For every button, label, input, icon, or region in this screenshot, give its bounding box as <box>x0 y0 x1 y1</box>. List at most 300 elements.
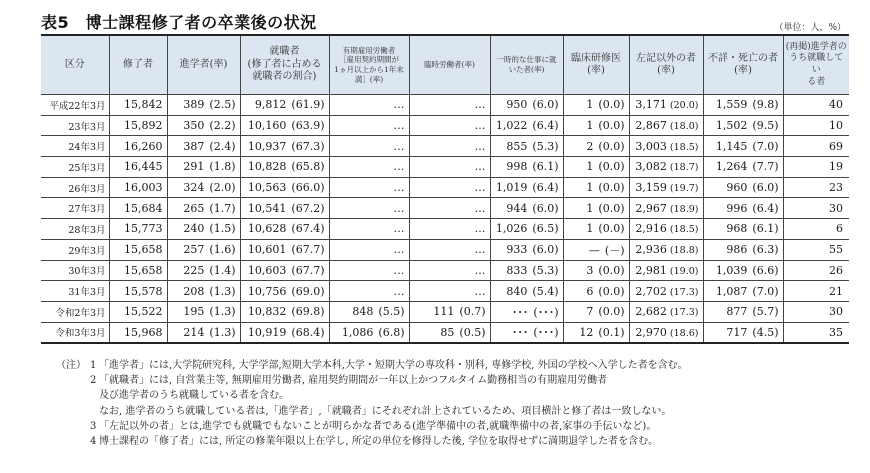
cell-fixed-term <box>329 301 409 322</box>
cell-rate: (6.1) <box>532 160 559 174</box>
cell-rate: (67.7) <box>291 243 325 257</box>
cell-rate: (7.7) <box>752 160 779 174</box>
cell-employed <box>240 136 329 157</box>
cell-other <box>629 219 703 240</box>
note-text: 「進学者」には,大学院研究科, 大学学部,短期大学本科,大学・短期大学の専攻科・別科, 専修学校, 外国の学校へ入学した者を含む。 <box>99 360 688 371</box>
cell-fixed-term <box>329 177 409 198</box>
cell-rate: (17.3) <box>669 307 699 319</box>
cell-graduates: 15,842 <box>109 95 167 116</box>
cell-rate: (0.1) <box>598 325 625 339</box>
note-text: 「就職者」には, 自営業主等, 無期雇用労働者, 雇用契約期間が一年以上かつフルタイム勤務相当の有期雇用労働者 <box>99 375 608 387</box>
cell-value: 1 <box>586 119 594 133</box>
row-label: 26年3月 <box>41 177 109 198</box>
header-further-study: 進学者(率) <box>167 35 240 95</box>
cell-other <box>629 198 703 219</box>
cell-rate: (0.0) <box>598 160 625 174</box>
header-category: 区分 <box>41 35 109 95</box>
cell-value: 291 <box>183 160 205 174</box>
cell-value: 195 <box>183 305 205 319</box>
cell-clinical <box>563 260 629 281</box>
cell-value: 1,502 <box>715 119 748 133</box>
cell-rate: (61.9) <box>291 98 325 112</box>
cell-value: 968 <box>726 222 748 236</box>
cell-rate: (1.3) <box>209 305 236 319</box>
cell-value: 10,832 <box>247 305 287 319</box>
cell-unknown <box>703 177 783 198</box>
cell-value: 848 <box>352 305 374 319</box>
row-label: 令和3年3月 <box>41 322 109 343</box>
note-number: 4 <box>90 436 97 448</box>
cell-graduates: 15,773 <box>109 219 167 240</box>
cell-rate: (18.5) <box>669 224 699 236</box>
cell-fixed-term <box>329 198 409 219</box>
cell-rate: (6.4) <box>752 201 779 215</box>
cell-value: 1,559 <box>715 98 748 112</box>
cell-value: 12 <box>579 325 594 339</box>
cell-rate: (18.9) <box>669 203 699 215</box>
cell-clinical <box>563 115 629 136</box>
cell-temp-job <box>490 301 563 322</box>
cell-fixed-term <box>329 136 409 157</box>
cell-temp-job <box>490 281 563 302</box>
cell-value: 950 <box>506 98 528 112</box>
header-fixed-term: 有期雇用労働者 ［雇用契約期間が 1ヵ月以上から1年未 満］(率) <box>329 35 409 95</box>
cell-graduates: 15,578 <box>109 281 167 302</box>
cell-value: 10,563 <box>247 181 287 195</box>
cell-temporary <box>409 177 490 198</box>
cell-fixed-term <box>329 219 409 240</box>
cell-fixed-term <box>329 239 409 260</box>
cell-rate: (1.4) <box>209 263 236 277</box>
cell-value: 960 <box>726 181 748 195</box>
cell-employed <box>240 281 329 302</box>
cell-rate: (･･･) <box>533 305 559 319</box>
cell-value: 389 <box>183 98 205 112</box>
table-row <box>41 301 849 322</box>
cell-value: 717 <box>726 325 748 339</box>
cell-rate: (18.8) <box>669 245 699 257</box>
notes <box>56 358 688 449</box>
table-row <box>41 239 849 260</box>
cell-value: … <box>474 98 486 112</box>
table-body <box>41 95 849 344</box>
cell-value: 986 <box>726 243 748 257</box>
cell-value: 7 <box>586 305 594 319</box>
table-row <box>41 95 849 116</box>
cell-reposted: 30 <box>783 198 849 219</box>
cell-value: 3 <box>586 263 594 277</box>
cell-rate: (20.0) <box>669 100 699 112</box>
cell-value: 6 <box>586 284 594 298</box>
cell-reposted: 69 <box>783 136 849 157</box>
cell-employed <box>240 177 329 198</box>
cell-temporary <box>409 157 490 178</box>
cell-value: 3,159 <box>635 181 667 195</box>
cell-value: … <box>393 119 405 133</box>
cell-unknown <box>703 281 783 302</box>
cell-other <box>629 157 703 178</box>
cell-value: 10,160 <box>247 119 287 133</box>
cell-fixed-term <box>329 281 409 302</box>
cell-further-study <box>167 136 240 157</box>
cell-rate: (67.7) <box>291 263 325 277</box>
cell-other <box>629 260 703 281</box>
cell-rate: (65.8) <box>291 160 325 174</box>
cell-fixed-term <box>329 95 409 116</box>
cell-value: 10,756 <box>247 284 287 298</box>
cell-value: 85 <box>440 325 455 339</box>
cell-rate: (18.5) <box>669 141 699 153</box>
cell-temporary <box>409 198 490 219</box>
cell-other <box>629 177 703 198</box>
cell-value: 10,828 <box>247 160 287 174</box>
unit-label: （単位：人，%） <box>774 23 846 33</box>
cell-employed <box>240 301 329 322</box>
cell-employed <box>240 239 329 260</box>
cell-unknown <box>703 239 783 260</box>
cell-rate: (1.6) <box>209 243 236 257</box>
cell-value: … <box>393 243 405 257</box>
cell-rate: (2.0) <box>209 181 236 195</box>
cell-value: … <box>474 181 486 195</box>
cell-value: 10,919 <box>247 325 287 339</box>
cell-rate: (0.0) <box>598 284 625 298</box>
cell-value: 2,981 <box>635 263 667 277</box>
cell-rate: (6.3) <box>752 243 779 257</box>
cell-value: … <box>474 284 486 298</box>
cell-temp-job <box>490 239 563 260</box>
cell-value: 10,628 <box>247 222 287 236</box>
cell-value: 10,541 <box>247 201 287 215</box>
header-reposted: (再掲)進学者の うち就職してい る者 <box>783 35 849 95</box>
cell-fixed-term <box>329 260 409 281</box>
cell-value: 1,022 <box>495 119 528 133</box>
cell-value: 998 <box>506 160 528 174</box>
cell-rate: (0.0) <box>598 305 625 319</box>
cell-temp-job <box>490 115 563 136</box>
cell-employed <box>240 198 329 219</box>
cell-rate: (1.8) <box>209 160 236 174</box>
row-label: 31年3月 <box>41 281 109 302</box>
note-line <box>56 404 688 419</box>
header-unknown: 不詳・死亡の者 (率) <box>703 35 783 95</box>
cell-temp-job <box>490 219 563 240</box>
cell-unknown <box>703 260 783 281</box>
cell-further-study <box>167 95 240 116</box>
note-text: 「左記以外の者」とは,進学でも就職でもないことが明らかな者である(進学準備中の者,就職準備中の者,家事の手伝いなど)。 <box>99 420 657 432</box>
cell-rate: (5.3) <box>532 263 559 277</box>
cell-further-study <box>167 115 240 136</box>
cell-value: … <box>474 119 486 133</box>
row-label: 27年3月 <box>41 198 109 219</box>
cell-rate: (63.9) <box>291 119 325 133</box>
cell-value: 2 <box>586 139 594 153</box>
cell-value: 1,019 <box>495 181 528 195</box>
cell-temp-job <box>490 136 563 157</box>
cell-graduates: 15,684 <box>109 198 167 219</box>
cell-rate: (6.1) <box>752 222 779 236</box>
cell-value: … <box>393 181 405 195</box>
cell-value: 10,601 <box>247 243 287 257</box>
cell-rate: (69.0) <box>291 284 325 298</box>
cell-reposted: 19 <box>783 157 849 178</box>
note-number: 3 <box>90 420 97 432</box>
cell-unknown <box>703 322 783 343</box>
cell-graduates: 16,003 <box>109 177 167 198</box>
cell-rate: (2.5) <box>209 98 236 112</box>
cell-value: 1,087 <box>715 284 748 298</box>
cell-temp-job <box>490 198 563 219</box>
cell-fixed-term <box>329 322 409 343</box>
header-temporary: 臨時労働者(率) <box>409 35 490 95</box>
note-line <box>56 419 688 434</box>
cell-graduates: 15,968 <box>109 322 167 343</box>
cell-value: 855 <box>506 139 528 153</box>
cell-value: … <box>474 139 486 153</box>
cell-fixed-term <box>329 157 409 178</box>
header-clinical: 臨床研修医 (率) <box>563 35 629 95</box>
cell-rate: (69.8) <box>291 305 325 319</box>
cell-rate: (17.3) <box>669 286 699 298</box>
row-label: 29年3月 <box>41 239 109 260</box>
cell-rate: (0.7) <box>459 305 486 319</box>
cell-rate: (0.0) <box>598 263 625 277</box>
cell-clinical <box>563 198 629 219</box>
cell-clinical <box>563 281 629 302</box>
header-employed: 就職者 (修了者に占める 就職者の割合) <box>240 35 329 95</box>
cell-clinical <box>563 219 629 240</box>
cell-reposted: 21 <box>783 281 849 302</box>
cell-value: 387 <box>183 139 205 153</box>
cell-value: 1,086 <box>341 325 374 339</box>
cell-rate: (67.2) <box>291 201 325 215</box>
cell-value: 1 <box>586 201 594 215</box>
cell-temp-job <box>490 322 563 343</box>
cell-clinical <box>563 136 629 157</box>
table-row <box>41 219 849 240</box>
cell-rate: (5.5) <box>378 305 405 319</box>
cell-graduates: 16,445 <box>109 157 167 178</box>
cell-rate: (1.7) <box>209 201 236 215</box>
cell-rate: (67.3) <box>291 139 325 153</box>
cell-value: … <box>393 263 405 277</box>
cell-graduates: 15,522 <box>109 301 167 322</box>
cell-rate: (0.0) <box>598 181 625 195</box>
cell-rate: (6.6) <box>752 263 779 277</box>
header-graduates: 修了者 <box>109 35 167 95</box>
cell-value: 214 <box>183 325 205 339</box>
cell-rate: (67.4) <box>291 222 325 236</box>
cell-value: 225 <box>183 263 205 277</box>
cell-value: 10,937 <box>247 139 287 153</box>
cell-further-study <box>167 157 240 178</box>
cell-rate: (19.0) <box>669 265 699 277</box>
row-label: 平成22年3月 <box>41 95 109 116</box>
cell-reposted: 40 <box>783 95 849 116</box>
cell-temporary <box>409 219 490 240</box>
cell-value: … <box>393 201 405 215</box>
note-text: なお, 進学者のうち就職している者は,「進学者」,「就職者」にそれぞれ計上されているため、項目横計と修了者は一致しない。 <box>99 405 672 417</box>
cell-clinical <box>563 239 629 260</box>
cell-value: 2,702 <box>635 284 667 298</box>
cell-value: 240 <box>183 222 205 236</box>
table-row <box>41 136 849 157</box>
cell-value: 1 <box>586 222 594 236</box>
cell-unknown <box>703 95 783 116</box>
cell-rate: (6.4) <box>532 181 559 195</box>
cell-employed <box>240 157 329 178</box>
cell-temporary <box>409 136 490 157</box>
cell-other <box>629 136 703 157</box>
cell-fixed-term <box>329 115 409 136</box>
cell-temp-job <box>490 157 563 178</box>
row-label: 24年3月 <box>41 136 109 157</box>
cell-value: 3,171 <box>635 98 667 112</box>
note-label: （注） <box>56 360 86 371</box>
cell-rate: (0.0) <box>598 98 625 112</box>
table-row <box>41 115 849 136</box>
cell-unknown <box>703 198 783 219</box>
cell-temporary <box>409 301 490 322</box>
cell-value: … <box>393 160 405 174</box>
cell-reposted: 55 <box>783 239 849 260</box>
cell-value: 1,026 <box>495 222 528 236</box>
cell-clinical <box>563 322 629 343</box>
header-temp-job: 一時的な仕事に就 いた者(率) <box>490 35 563 95</box>
cell-further-study <box>167 260 240 281</box>
cell-rate: (6.4) <box>532 119 559 133</box>
header-row <box>41 35 849 95</box>
cell-other <box>629 239 703 260</box>
note-line <box>56 358 688 373</box>
table-row <box>41 260 849 281</box>
cell-rate: (5.3) <box>532 139 559 153</box>
cell-value: … <box>393 222 405 236</box>
cell-value: … <box>393 98 405 112</box>
cell-rate: (18.6) <box>669 327 699 339</box>
cell-reposted: 10 <box>783 115 849 136</box>
cell-value: — <box>588 243 600 257</box>
cell-rate: (･･･) <box>533 326 559 340</box>
note-text: 博士課程の「修了者」には, 所定の修業年限以上在学し, 所定の単位を修得した後, 学位を取得せずに満期退学した者を含む。 <box>99 436 659 448</box>
cell-value: 2,967 <box>635 201 667 215</box>
cell-value: 1 <box>586 98 594 112</box>
cell-value: ･･･ <box>511 305 529 319</box>
cell-other <box>629 301 703 322</box>
cell-further-study <box>167 239 240 260</box>
cell-value: 324 <box>183 181 205 195</box>
cell-value: 944 <box>506 201 528 215</box>
cell-rate: (6.0) <box>532 243 559 257</box>
cell-rate: (2.4) <box>209 139 236 153</box>
cell-rate: (7.0) <box>752 284 779 298</box>
cell-other <box>629 115 703 136</box>
table-row <box>41 177 849 198</box>
cell-further-study <box>167 219 240 240</box>
cell-value: 1,039 <box>715 263 748 277</box>
cell-further-study <box>167 281 240 302</box>
cell-temporary <box>409 115 490 136</box>
note-number: 1 <box>90 360 97 371</box>
note-line <box>56 434 688 449</box>
row-label: 25年3月 <box>41 157 109 178</box>
cell-value: … <box>474 263 486 277</box>
cell-graduates: 15,658 <box>109 239 167 260</box>
cell-clinical <box>563 157 629 178</box>
note-number: 2 <box>90 375 97 387</box>
cell-rate: (9.8) <box>752 98 779 112</box>
cell-temp-job <box>490 95 563 116</box>
cell-rate: (1.5) <box>209 222 236 236</box>
cell-graduates: 15,892 <box>109 115 167 136</box>
cell-other <box>629 281 703 302</box>
cell-graduates: 16,260 <box>109 136 167 157</box>
cell-temporary <box>409 239 490 260</box>
cell-value: 1,145 <box>715 139 748 153</box>
cell-value: 208 <box>183 284 205 298</box>
graduate-status-table <box>41 34 849 344</box>
cell-value: 1,264 <box>715 160 748 174</box>
cell-value: 1 <box>586 160 594 174</box>
note-line <box>56 388 688 403</box>
cell-value: 2,970 <box>635 325 667 339</box>
cell-rate: (6.8) <box>378 325 405 339</box>
cell-rate: (0.0) <box>598 139 625 153</box>
cell-rate: (6.0) <box>532 98 559 112</box>
cell-employed <box>240 219 329 240</box>
cell-rate: (68.4) <box>291 325 325 339</box>
cell-rate: (18.7) <box>669 162 699 174</box>
cell-value: 840 <box>506 284 528 298</box>
cell-clinical <box>563 95 629 116</box>
cell-rate: (1.3) <box>209 284 236 298</box>
table-row <box>41 322 849 343</box>
cell-value: 933 <box>506 243 528 257</box>
cell-temp-job <box>490 177 563 198</box>
cell-value: 3,082 <box>635 160 667 174</box>
cell-employed <box>240 95 329 116</box>
cell-other <box>629 322 703 343</box>
cell-rate: (2.2) <box>209 119 236 133</box>
cell-rate: (9.5) <box>752 119 779 133</box>
cell-rate: (－) <box>604 243 625 257</box>
cell-value: 3,003 <box>635 139 667 153</box>
cell-employed <box>240 115 329 136</box>
cell-unknown <box>703 115 783 136</box>
cell-employed <box>240 322 329 343</box>
cell-employed <box>240 260 329 281</box>
cell-unknown <box>703 219 783 240</box>
table-row <box>41 157 849 178</box>
cell-value: ･･･ <box>511 326 529 340</box>
row-label: 30年3月 <box>41 260 109 281</box>
cell-value: 265 <box>183 201 205 215</box>
cell-value: … <box>393 284 405 298</box>
cell-rate: (5.4) <box>532 284 559 298</box>
cell-temporary <box>409 322 490 343</box>
cell-rate: (19.7) <box>669 183 699 195</box>
row-label: 令和2年3月 <box>41 301 109 322</box>
cell-value: 350 <box>183 119 205 133</box>
cell-rate: (6.0) <box>532 201 559 215</box>
cell-value: 877 <box>726 305 748 319</box>
cell-value: 2,682 <box>635 305 667 319</box>
cell-value: 10,603 <box>247 263 287 277</box>
cell-value: 1 <box>586 181 594 195</box>
cell-reposted: 30 <box>783 301 849 322</box>
cell-rate: (4.5) <box>752 325 779 339</box>
cell-value: … <box>474 160 486 174</box>
